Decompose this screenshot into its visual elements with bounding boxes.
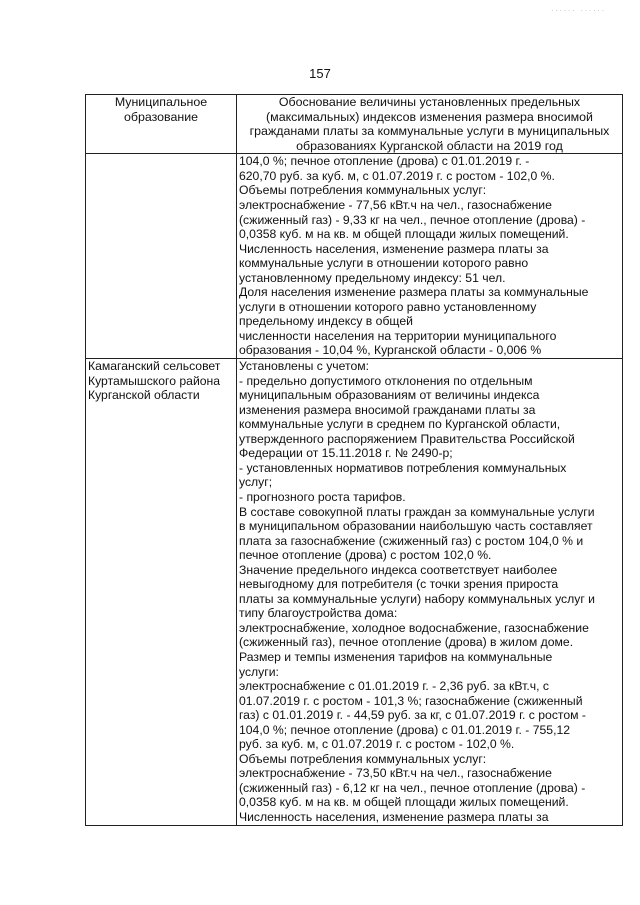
- text-line: Объемы потребления коммунальных услуг:: [239, 751, 487, 766]
- text-line: Камаганский сельсовет: [88, 359, 221, 374]
- text-line: 104,0 %; печное отопление (дрова) с 01.01.2019 г. - 755,12: [239, 722, 571, 737]
- text-line: образования - 10,04 %, Курганской области - 0,006 %: [239, 343, 542, 358]
- text-line: печное отопление (дрова) с ростом 102,0 %.: [239, 548, 492, 563]
- text-line: - предельно допустимого отклонения по отдельным: [239, 373, 533, 388]
- text-line: Курганской области: [88, 388, 200, 403]
- justification-cell: [237, 154, 623, 359]
- text-line: 104,0 %; печное отопление (дрова) с 01.01.2019 г. -: [239, 154, 530, 169]
- text-line: (сжиженный газ) - 9,33 кг на чел., печное отопление (дрова) -: [239, 212, 586, 227]
- justification-cell: [237, 359, 623, 826]
- text-line: установленному предельному индексу: 51 чел.: [239, 270, 506, 285]
- municipality-cell: [86, 154, 237, 359]
- column-header-justification: Обоснование величины установленных предельных (максимальных) индексов изменения размера вносимой гражданами платы за коммунальные услуги в муниципальных образованиях Курганской области на 2019 год: [237, 95, 623, 154]
- text-line: газ) с 01.01.2019 г. - 44,59 руб. за кг, с 01.07.2019 г. с ростом -: [239, 708, 586, 723]
- column-header-municipality: Муниципальное образование: [86, 95, 237, 154]
- text-line: - установленных нормативов потребления коммунальных: [239, 460, 567, 475]
- text-line: 620,70 руб. за куб. м, с 01.07.2019 г. с ростом - 102,0 %.: [239, 168, 555, 183]
- text-line: Значение предельного индекса соответствует наиболее: [239, 562, 558, 577]
- table-row: [86, 154, 623, 359]
- text-line: 01.07.2019 г. с ростом - 101,3 %; газоснабжение (сжиженный: [239, 693, 583, 708]
- text-line: изменения размера вносимой гражданами платы за: [239, 402, 536, 417]
- text-line: (сжиженный газ) - 6,12 кг на чел., печное отопление (дрова) -: [239, 780, 586, 795]
- text-line: 0,0358 куб. м на кв. м общей площади жилых помещений.: [239, 795, 569, 810]
- text-line: Размер и темпы изменения тарифов на коммунальные: [239, 649, 553, 664]
- text-line: Доля населения изменение размера платы за коммунальные: [239, 285, 589, 300]
- header-mark: ...... ......: [551, 4, 606, 13]
- text-line: услуг;: [239, 475, 273, 490]
- text-line: электроснабжение - 77,56 кВт.ч на чел., газоснабжение: [239, 198, 552, 213]
- text-line: услуги в отношении которого равно установленному: [239, 299, 537, 314]
- text-line: Численность населения, изменение размера платы за: [239, 241, 549, 256]
- text-line: (сжиженный газ), печное отопление (дрова) в жилом доме.: [239, 635, 574, 650]
- page-number: 157: [309, 66, 331, 81]
- text-line: Установлены с учетом:: [239, 359, 369, 374]
- text-line: Федерации от 15.11.2018 г. № 2490-р;: [239, 446, 453, 461]
- tariff-table: [85, 94, 623, 826]
- text-line: платы за коммунальные услуги) набору коммунальных услуг и: [239, 591, 595, 606]
- municipality-cell: [86, 359, 237, 826]
- text-line: электроснабжение - 73,50 кВт.ч на чел., газоснабжение: [239, 766, 552, 781]
- text-line: невыгодному для потребителя (с точки зрения прироста: [239, 577, 559, 592]
- text-line: предельному индексу в общей: [239, 314, 413, 329]
- text-line: муниципальным образованиям от величины индекса: [239, 388, 540, 403]
- text-line: Численность населения, изменение размера платы за: [239, 809, 549, 824]
- text-line: 0,0358 куб. м на кв. м общей площади жилых помещений.: [239, 227, 569, 242]
- table-header-row: [86, 95, 623, 154]
- text-line: руб. за куб. м, с 01.07.2019 г. с ростом - 102,0 %.: [239, 737, 515, 752]
- text-line: плата за газоснабжение (сжиженный газ) с ростом 104,0 % и: [239, 533, 584, 548]
- text-line: услуги:: [239, 664, 279, 679]
- text-line: электроснабжение, холодное водоснабжение, газоснабжение: [239, 620, 589, 635]
- text-line: электроснабжение с 01.01.2019 г. - 2,36 руб. за кВт.ч, с: [239, 679, 549, 694]
- text-line: коммунальные услуги в отношении которого равно: [239, 256, 529, 271]
- text-line: Объемы потребления коммунальных услуг:: [239, 183, 487, 198]
- text-line: в муниципальном образовании наибольшую часть составляет: [239, 519, 593, 534]
- text-line: - прогнозного роста тарифов.: [239, 489, 406, 504]
- text-line: Куртамышского района: [88, 373, 221, 388]
- text-line: численности населения на территории муниципального: [239, 328, 557, 343]
- table-row: [86, 359, 623, 826]
- text-line: В составе совокупной платы граждан за коммунальные услуги: [239, 504, 595, 519]
- text-line: коммунальные услуги в среднем по Курганской области,: [239, 417, 561, 432]
- text-line: утвержденного распоряжением Правительства Российской: [239, 431, 575, 446]
- text-line: типу благоустройства дома:: [239, 606, 398, 621]
